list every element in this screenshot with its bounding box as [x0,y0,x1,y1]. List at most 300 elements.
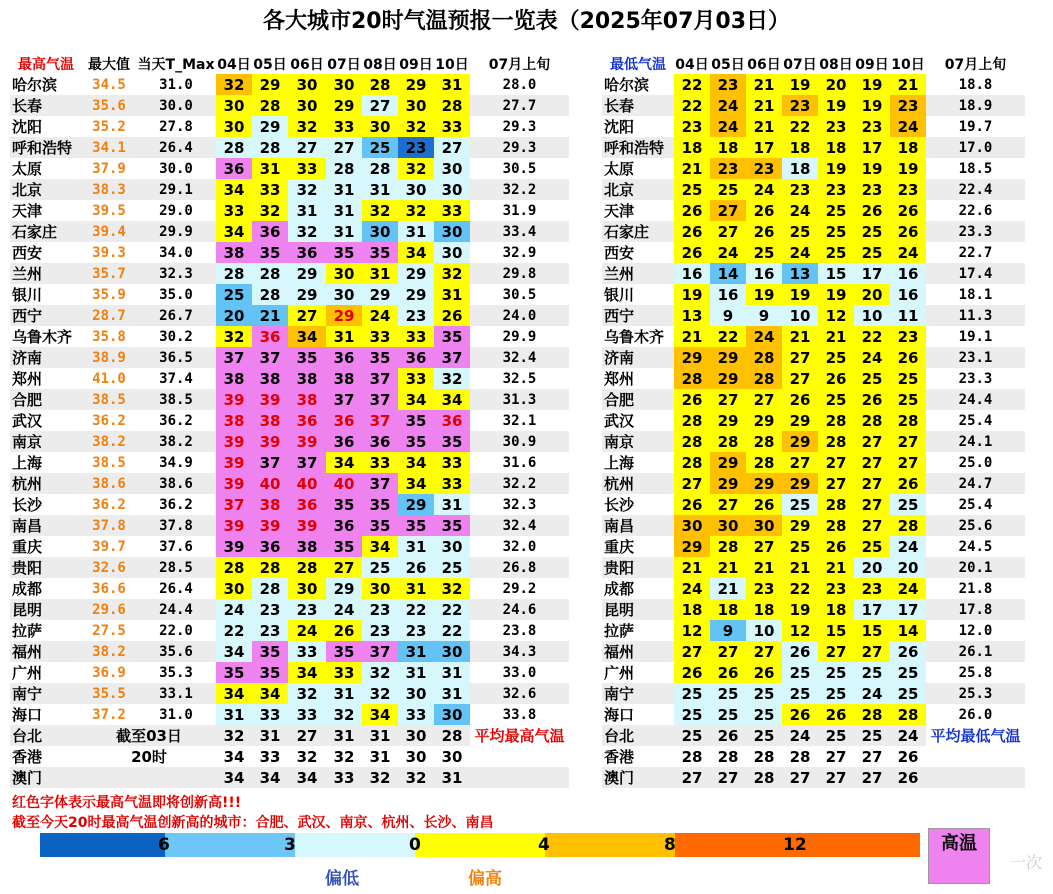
forecast-cell: 22 [216,620,252,641]
forecast-cell: 34 [362,536,398,557]
city-name: 石家庄 [10,221,82,242]
forecast-cell: 27 [674,473,710,494]
city-name: 郑州 [602,368,674,389]
dekad-average: 18.1 [926,284,1025,305]
forecast-cell: 24 [890,116,926,137]
forecast-cell: 23 [362,599,398,620]
forecast-cell: 28 [252,95,288,116]
forecast-cell: 35 [362,242,398,263]
dekad-average [926,746,1025,767]
forecast-cell: 27 [818,452,854,473]
record-max: 35.9 [82,284,136,305]
forecast-cell: 29 [362,284,398,305]
forecast-cell: 36 [362,431,398,452]
table-row [602,95,1025,116]
forecast-cell: 18 [674,137,710,158]
forecast-cell: 12 [782,620,818,641]
forecast-cell: 35 [434,326,470,347]
forecast-cell: 23 [818,578,854,599]
forecast-cell: 26 [674,221,710,242]
forecast-cell: 27 [362,95,398,116]
table-row [602,599,1025,620]
dekad-average: 33.4 [470,221,569,242]
forecast-cell: 18 [674,599,710,620]
forecast-cell: 25 [746,725,782,746]
table-row [10,431,569,452]
forecast-cell: 26 [890,473,926,494]
today-max: 35.3 [136,662,216,683]
city-name: 成都 [602,578,674,599]
forecast-cell: 27 [854,767,890,788]
forecast-cell: 35 [216,662,252,683]
forecast-cell: 30 [398,95,434,116]
city-name: 长春 [10,95,82,116]
forecast-cell: 38 [252,368,288,389]
forecast-cell: 26 [890,641,926,662]
column-header: 05日 [252,53,288,74]
forecast-cell: 32 [434,263,470,284]
forecast-cell: 29 [710,368,746,389]
today-max: 32.3 [136,263,216,284]
forecast-cell: 32 [326,704,362,725]
forecast-cell: 19 [854,158,890,179]
forecast-cell: 26 [890,746,926,767]
forecast-cell: 38 [288,536,326,557]
forecast-cell: 33 [434,473,470,494]
forecast-cell: 10 [782,305,818,326]
forecast-cell: 33 [326,767,362,788]
forecast-cell: 31 [434,683,470,704]
forecast-cell: 28 [252,137,288,158]
forecast-cell: 25 [818,662,854,683]
table-row [602,473,1025,494]
city-name: 哈尔滨 [602,74,674,95]
dekad-average: 33.8 [470,704,569,725]
forecast-cell: 22 [854,326,890,347]
today-max: 35.6 [136,641,216,662]
city-name: 澳门 [10,767,82,788]
forecast-cell: 24 [854,347,890,368]
today-max: 27.8 [136,116,216,137]
table-row [10,305,569,326]
legend-high-label: 偏高 [468,869,502,889]
forecast-cell: 10 [746,620,782,641]
forecast-cell: 24 [746,326,782,347]
forecast-cell: 30 [398,725,434,746]
forecast-cell: 32 [434,578,470,599]
forecast-cell: 37 [362,641,398,662]
dekad-average: 34.3 [470,641,569,662]
dekad-average: 29.2 [470,578,569,599]
city-name: 南昌 [10,515,82,536]
forecast-cell: 27 [710,200,746,221]
table-row [10,221,569,242]
city-name: 天津 [10,200,82,221]
forecast-cell: 28 [252,557,288,578]
forecast-cell: 25 [818,389,854,410]
forecast-cell: 38 [216,368,252,389]
forecast-cell: 36 [326,515,362,536]
forecast-cell: 24 [854,683,890,704]
legend-tick: 8 [664,835,676,855]
record-max: 38.2 [82,431,136,452]
record-max: 27.5 [82,620,136,641]
forecast-cell: 32 [398,158,434,179]
forecast-cell: 13 [782,263,818,284]
forecast-cell: 33 [326,116,362,137]
forecast-cell: 29 [252,74,288,95]
forecast-cell: 32 [362,662,398,683]
city-name: 拉萨 [602,620,674,641]
dekad-average: 24.1 [926,431,1025,452]
dekad-average: 29.3 [470,137,569,158]
dekad-average: 33.0 [470,662,569,683]
forecast-cell: 35 [326,242,362,263]
dekad-average: 18.8 [926,74,1025,95]
forecast-cell: 29 [288,284,326,305]
forecast-cell: 19 [854,74,890,95]
forecast-cell: 28 [818,431,854,452]
record-max: 37.2 [82,704,136,725]
forecast-cell: 27 [782,452,818,473]
city-name: 济南 [602,347,674,368]
city-name: 乌鲁木齐 [10,326,82,347]
forecast-cell: 34 [288,662,326,683]
table-row [602,767,1025,788]
forecast-cell: 34 [216,641,252,662]
cutoff-time: 20时 [82,746,216,767]
table-row [10,494,569,515]
forecast-cell: 19 [818,95,854,116]
forecast-cell: 23 [362,620,398,641]
dekad-average: 25.3 [926,683,1025,704]
city-name: 福州 [10,641,82,662]
forecast-cell: 32 [398,767,434,788]
forecast-cell: 37 [288,452,326,473]
city-name: 广州 [10,662,82,683]
record-max: 39.7 [82,536,136,557]
dekad-average: 32.1 [470,410,569,431]
record-max: 39.4 [82,221,136,242]
forecast-cell: 28 [674,746,710,767]
forecast-cell: 25 [782,536,818,557]
city-name: 石家庄 [602,221,674,242]
record-max: 37.9 [82,158,136,179]
forecast-cell: 21 [746,74,782,95]
forecast-cell: 19 [854,95,890,116]
forecast-cell: 27 [854,473,890,494]
forecast-cell: 16 [674,263,710,284]
column-header: 07月上旬 [926,53,1025,74]
forecast-cell: 29 [252,116,288,137]
dekad-average: 12.0 [926,620,1025,641]
forecast-cell: 40 [288,473,326,494]
forecast-cell: 20 [854,557,890,578]
forecast-cell: 30 [434,704,470,725]
legend-tick: 6 [158,835,170,855]
forecast-cell: 26 [890,200,926,221]
forecast-cell: 30 [398,746,434,767]
forecast-cell: 27 [710,767,746,788]
dekad-average: 29.9 [470,326,569,347]
forecast-cell: 25 [890,389,926,410]
legend-tick: 4 [538,835,550,855]
forecast-cell: 25 [710,179,746,200]
city-name: 澳门 [602,767,674,788]
table-row [10,662,569,683]
forecast-cell: 23 [782,95,818,116]
forecast-cell: 32 [362,683,398,704]
forecast-cell: 29 [398,263,434,284]
column-header: 最高气温 [10,53,82,74]
forecast-cell: 28 [362,158,398,179]
table-row [602,179,1025,200]
forecast-cell: 33 [398,368,434,389]
forecast-cell: 33 [326,662,362,683]
forecast-cell: 23 [252,620,288,641]
record-max: 35.8 [82,326,136,347]
column-header: 07日 [782,53,818,74]
forecast-cell: 25 [674,683,710,704]
column-header: 07月上旬 [470,53,569,74]
forecast-cell: 38 [252,494,288,515]
table-row [602,347,1025,368]
city-name: 海口 [10,704,82,725]
forecast-cell: 37 [434,347,470,368]
forecast-cell: 26 [398,557,434,578]
header-row [10,53,569,74]
record-max: 41.0 [82,368,136,389]
column-header: 09日 [854,53,890,74]
forecast-cell: 31 [326,725,362,746]
forecast-cell: 21 [746,95,782,116]
dekad-average: 32.9 [470,242,569,263]
forecast-cell: 31 [362,725,398,746]
forecast-cell: 21 [674,326,710,347]
forecast-cell: 30 [288,95,326,116]
city-name: 太原 [602,158,674,179]
forecast-cell: 35 [398,515,434,536]
table-row [602,515,1025,536]
forecast-cell: 29 [746,410,782,431]
column-header: 06日 [746,53,782,74]
city-name: 太原 [10,158,82,179]
record-max: 34.1 [82,137,136,158]
forecast-cell: 24 [782,200,818,221]
dekad-average: 29.3 [470,116,569,137]
forecast-cell: 19 [746,284,782,305]
forecast-cell: 34 [362,704,398,725]
forecast-cell: 28 [434,725,470,746]
forecast-cell: 31 [326,683,362,704]
forecast-cell: 32 [252,200,288,221]
forecast-cell: 28 [854,704,890,725]
dekad-average: 32.6 [470,683,569,704]
legend-tick: 0 [409,835,421,855]
dekad-average: 29.8 [470,263,569,284]
today-max: 24.4 [136,599,216,620]
record-max: 39.5 [82,200,136,221]
forecast-cell: 37 [216,494,252,515]
forecast-cell: 24 [890,242,926,263]
city-name: 贵阳 [10,557,82,578]
forecast-cell: 14 [890,620,926,641]
forecast-cell: 34 [398,389,434,410]
forecast-cell: 27 [854,452,890,473]
table-row [10,263,569,284]
forecast-cell: 21 [782,326,818,347]
city-name: 合肥 [602,389,674,410]
forecast-cell: 16 [710,284,746,305]
forecast-cell: 18 [782,158,818,179]
forecast-cell: 26 [782,641,818,662]
forecast-cell: 25 [746,704,782,725]
table-row [10,179,569,200]
forecast-cell: 17 [854,263,890,284]
forecast-cell: 38 [216,410,252,431]
forecast-cell: 22 [434,599,470,620]
table-row [602,326,1025,347]
forecast-cell: 30 [216,95,252,116]
forecast-cell: 32 [362,767,398,788]
dekad-average: 23.3 [926,368,1025,389]
forecast-cell: 27 [434,137,470,158]
city-name: 成都 [10,578,82,599]
forecast-cell: 29 [288,263,326,284]
dekad-average: 26.0 [926,704,1025,725]
forecast-cell: 39 [252,389,288,410]
table-row [10,368,569,389]
table-row [10,536,569,557]
forecast-cell: 33 [252,179,288,200]
dekad-average: 31.3 [470,389,569,410]
forecast-cell: 30 [288,578,326,599]
city-name: 海口 [602,704,674,725]
table-row [10,578,569,599]
table-row [602,452,1025,473]
forecast-cell: 18 [890,137,926,158]
forecast-cell: 31 [398,536,434,557]
table-row [10,137,569,158]
dekad-average: 32.0 [470,536,569,557]
forecast-cell: 25 [890,368,926,389]
forecast-cell: 20 [216,305,252,326]
forecast-cell: 36 [252,221,288,242]
city-name: 台北 [602,725,674,746]
forecast-cell: 27 [326,557,362,578]
forecast-cell: 34 [398,473,434,494]
column-header: 08日 [818,53,854,74]
forecast-cell: 31 [288,200,326,221]
forecast-cell: 26 [710,725,746,746]
table-row [602,263,1025,284]
forecast-cell: 35 [398,410,434,431]
forecast-cell: 31 [398,662,434,683]
forecast-cell: 39 [216,431,252,452]
forecast-cell: 25 [854,725,890,746]
city-name: 银川 [10,284,82,305]
forecast-cell: 26 [818,368,854,389]
forecast-cell: 36 [326,347,362,368]
forecast-cell: 39 [216,473,252,494]
forecast-cell: 28 [890,515,926,536]
forecast-cell: 35 [288,347,326,368]
forecast-cell: 34 [398,452,434,473]
forecast-cell: 32 [288,116,326,137]
dekad-average: 25.4 [926,410,1025,431]
today-max: 26.4 [136,578,216,599]
forecast-cell: 17 [746,137,782,158]
forecast-cell: 27 [818,473,854,494]
forecast-cell: 27 [854,494,890,515]
forecast-cell: 27 [854,641,890,662]
forecast-cell: 35 [434,431,470,452]
column-header: 05日 [710,53,746,74]
today-max: 37.4 [136,368,216,389]
forecast-cell: 23 [890,95,926,116]
record-max: 36.2 [82,410,136,431]
today-max: 30.0 [136,95,216,116]
forecast-cell: 28 [782,746,818,767]
forecast-cell: 23 [674,116,710,137]
forecast-cell: 37 [216,347,252,368]
table-row [10,683,569,704]
forecast-cell: 25 [854,536,890,557]
forecast-cell: 24 [674,578,710,599]
city-name: 上海 [602,452,674,473]
watermark: 一次 [1010,853,1043,872]
forecast-cell: 31 [252,158,288,179]
forecast-cell: 18 [818,137,854,158]
forecast-cell: 25 [818,221,854,242]
forecast-cell: 27 [818,746,854,767]
forecast-cell: 31 [362,263,398,284]
legend-low-label: 偏低 [325,869,359,889]
forecast-cell: 28 [434,95,470,116]
dekad-average: 21.8 [926,578,1025,599]
today-max: 30.0 [136,158,216,179]
forecast-cell: 33 [362,452,398,473]
forecast-cell: 9 [746,305,782,326]
record-max: 38.3 [82,179,136,200]
table-row [602,74,1025,95]
city-name: 杭州 [10,473,82,494]
record-max: 37.8 [82,515,136,536]
forecast-cell: 29 [398,74,434,95]
table-row [10,410,569,431]
forecast-cell: 23 [890,326,926,347]
forecast-cell: 31 [362,746,398,767]
forecast-cell: 25 [818,683,854,704]
forecast-cell: 30 [216,116,252,137]
forecast-cell: 15 [854,620,890,641]
forecast-cell: 40 [252,473,288,494]
dekad-average: 17.0 [926,137,1025,158]
today-max: 37.8 [136,515,216,536]
dekad-average: 18.9 [926,95,1025,116]
forecast-cell: 28 [818,494,854,515]
table-row [10,767,569,788]
forecast-cell: 39 [216,452,252,473]
forecast-cell: 12 [674,620,710,641]
table-row [602,431,1025,452]
forecast-cell: 33 [398,704,434,725]
city-name: 西安 [10,242,82,263]
forecast-cell: 27 [854,746,890,767]
forecast-cell: 26 [890,221,926,242]
forecast-cell: 30 [746,515,782,536]
table-row [10,473,569,494]
